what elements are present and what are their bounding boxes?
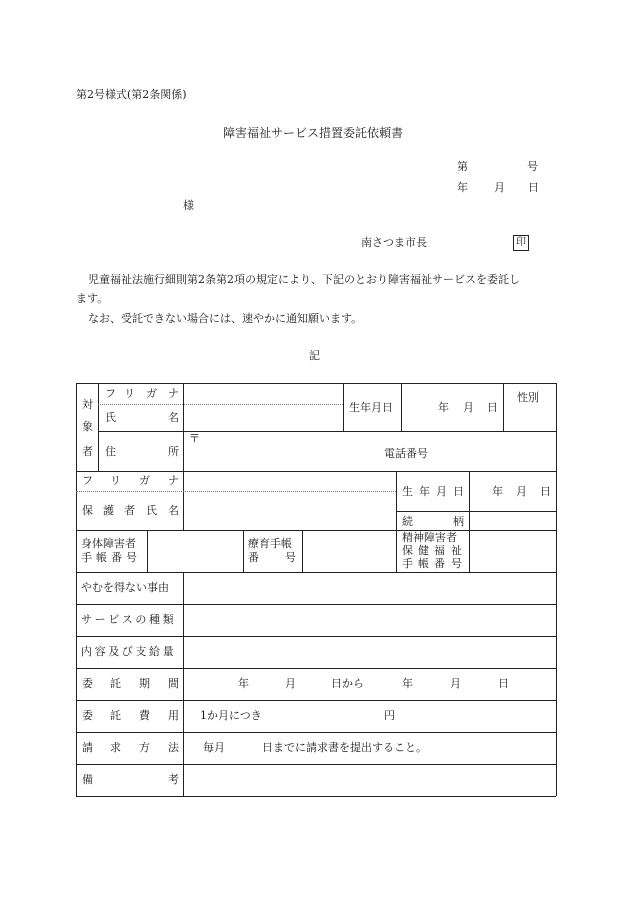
mental-handbook-3c: 番 — [434, 557, 445, 570]
billing-label-4: 法 — [168, 741, 179, 754]
guardian-name-1: 保 — [82, 504, 93, 517]
cost-label-2: 託 — [110, 709, 121, 722]
cost-label-4: 用 — [168, 709, 179, 722]
period-label-3: 期 — [139, 677, 150, 690]
guardian-birth-2: 年 — [419, 485, 430, 498]
guardian-name-4: 氏 — [146, 504, 157, 517]
body-line-1: 児童福祉法施行細則第2条第2項の規定により、下記のとおり障害福祉サービスを委託し — [88, 273, 520, 286]
birth-year: 年 — [438, 401, 449, 414]
birth-day: 日 — [487, 401, 498, 414]
body-line-2: ます。 — [76, 292, 109, 305]
guardian-birth-1: 生 — [402, 485, 413, 498]
cost-label-3: 費 — [139, 709, 150, 722]
body-line-3: なお、受託できない場合には、速やかに通知願います。 — [88, 312, 363, 325]
period-start-year: 年 — [238, 677, 249, 690]
form-number: 第2号様式(第2条関係) — [76, 88, 187, 101]
furigana-3: ガ — [146, 387, 157, 400]
ryoiku-handbook-2a: 番 — [248, 551, 259, 564]
billing-label-3: 方 — [139, 741, 150, 754]
postal-mark: 〒 — [189, 432, 200, 445]
physical-handbook-2a: 手 — [81, 551, 92, 564]
billing-label-1: 請 — [82, 741, 93, 754]
furigana-1: フ — [105, 387, 116, 400]
guardian-name-5: 名 — [168, 504, 179, 517]
furigana-4: ナ — [168, 387, 179, 400]
cost-label-1: 委 — [82, 709, 93, 722]
mental-handbook-2a: 保 — [402, 544, 413, 557]
period-label-4: 間 — [168, 677, 179, 690]
guardian-birth-day: 日 — [540, 485, 551, 498]
doc-number-suffix: 号 — [527, 160, 538, 173]
physical-handbook-1: 身体障害者 — [81, 537, 136, 550]
phone-label: 電話番号 — [384, 447, 428, 460]
content-label: 内容及び支給量 — [81, 645, 177, 658]
mental-handbook-2d: 祉 — [451, 544, 462, 557]
guardian-birth-year: 年 — [492, 485, 503, 498]
service-type-label: サービスの種類 — [81, 613, 177, 626]
guardian-birth-month: 月 — [516, 485, 527, 498]
cost-prefix: 1か月につき — [200, 709, 262, 722]
date-day: 日 — [528, 181, 539, 194]
ryoiku-handbook-2b: 号 — [285, 551, 296, 564]
guardian-birth-4: 日 — [453, 485, 464, 498]
mental-handbook-2b: 健 — [418, 544, 429, 557]
doc-number-prefix: 第 — [457, 160, 468, 173]
mental-handbook-1: 精神障害者 — [402, 531, 457, 544]
period-end-day: 日 — [498, 677, 509, 690]
mental-handbook-3d: 号 — [451, 557, 462, 570]
birth-month: 月 — [463, 401, 474, 414]
remarks-label-2: 考 — [168, 773, 179, 786]
mental-handbook-3b: 帳 — [418, 557, 429, 570]
period-label-2: 託 — [110, 677, 121, 690]
period-start-month: 月 — [285, 677, 296, 690]
subject-label-2: 象 — [82, 420, 93, 433]
billing-monthly: 毎月 — [203, 741, 225, 754]
physical-handbook-2b: 帳 — [96, 551, 107, 564]
relation-label-1: 続 — [402, 515, 413, 528]
billing-instruction: 日までに請求書を提出すること。 — [262, 741, 427, 754]
name-label-2: 名 — [168, 411, 179, 424]
date-year: 年 — [457, 181, 468, 194]
birth-label: 生年月日 — [349, 401, 393, 414]
billing-label-2: 求 — [110, 741, 121, 754]
relation-label-2: 柄 — [453, 515, 464, 528]
guardian-furigana-4: ナ — [168, 474, 179, 487]
period-end-month: 月 — [450, 677, 461, 690]
sender-name: 南さつま市長 — [361, 236, 427, 249]
subject-label-3: 者 — [82, 445, 93, 458]
guardian-name-3: 者 — [124, 504, 135, 517]
physical-handbook-2d: 号 — [126, 551, 137, 564]
subject-label-1: 対 — [82, 398, 93, 411]
name-label-1: 氏 — [105, 411, 116, 424]
seal-mark: 印 — [513, 235, 529, 251]
guardian-furigana-2: リ — [110, 474, 121, 487]
period-label-1: 委 — [82, 677, 93, 690]
guardian-furigana-3: ガ — [139, 474, 150, 487]
mental-handbook-2c: 福 — [434, 544, 445, 557]
reason-label: やむを得ない事由 — [81, 581, 169, 594]
remarks-label-1: 備 — [82, 773, 93, 786]
addressee-suffix: 様 — [183, 199, 194, 212]
gender-label: 性別 — [517, 391, 539, 404]
guardian-birth-3: 月 — [436, 485, 447, 498]
guardian-furigana-1: フ — [82, 474, 93, 487]
guardian-name-2: 護 — [103, 504, 114, 517]
ki-heading: 記 — [309, 349, 320, 362]
furigana-2: リ — [124, 387, 135, 400]
period-end-year: 年 — [402, 677, 413, 690]
physical-handbook-2c: 番 — [111, 551, 122, 564]
date-month: 月 — [494, 181, 505, 194]
document-title: 障害福祉サービス措置委託依頼書 — [223, 126, 404, 140]
address-label-1: 住 — [105, 445, 116, 458]
period-from: 日から — [331, 677, 364, 690]
cost-yen: 円 — [384, 709, 395, 722]
mental-handbook-3a: 手 — [402, 557, 413, 570]
address-label-2: 所 — [168, 445, 179, 458]
ryoiku-handbook-1: 療育手帳 — [248, 537, 292, 550]
